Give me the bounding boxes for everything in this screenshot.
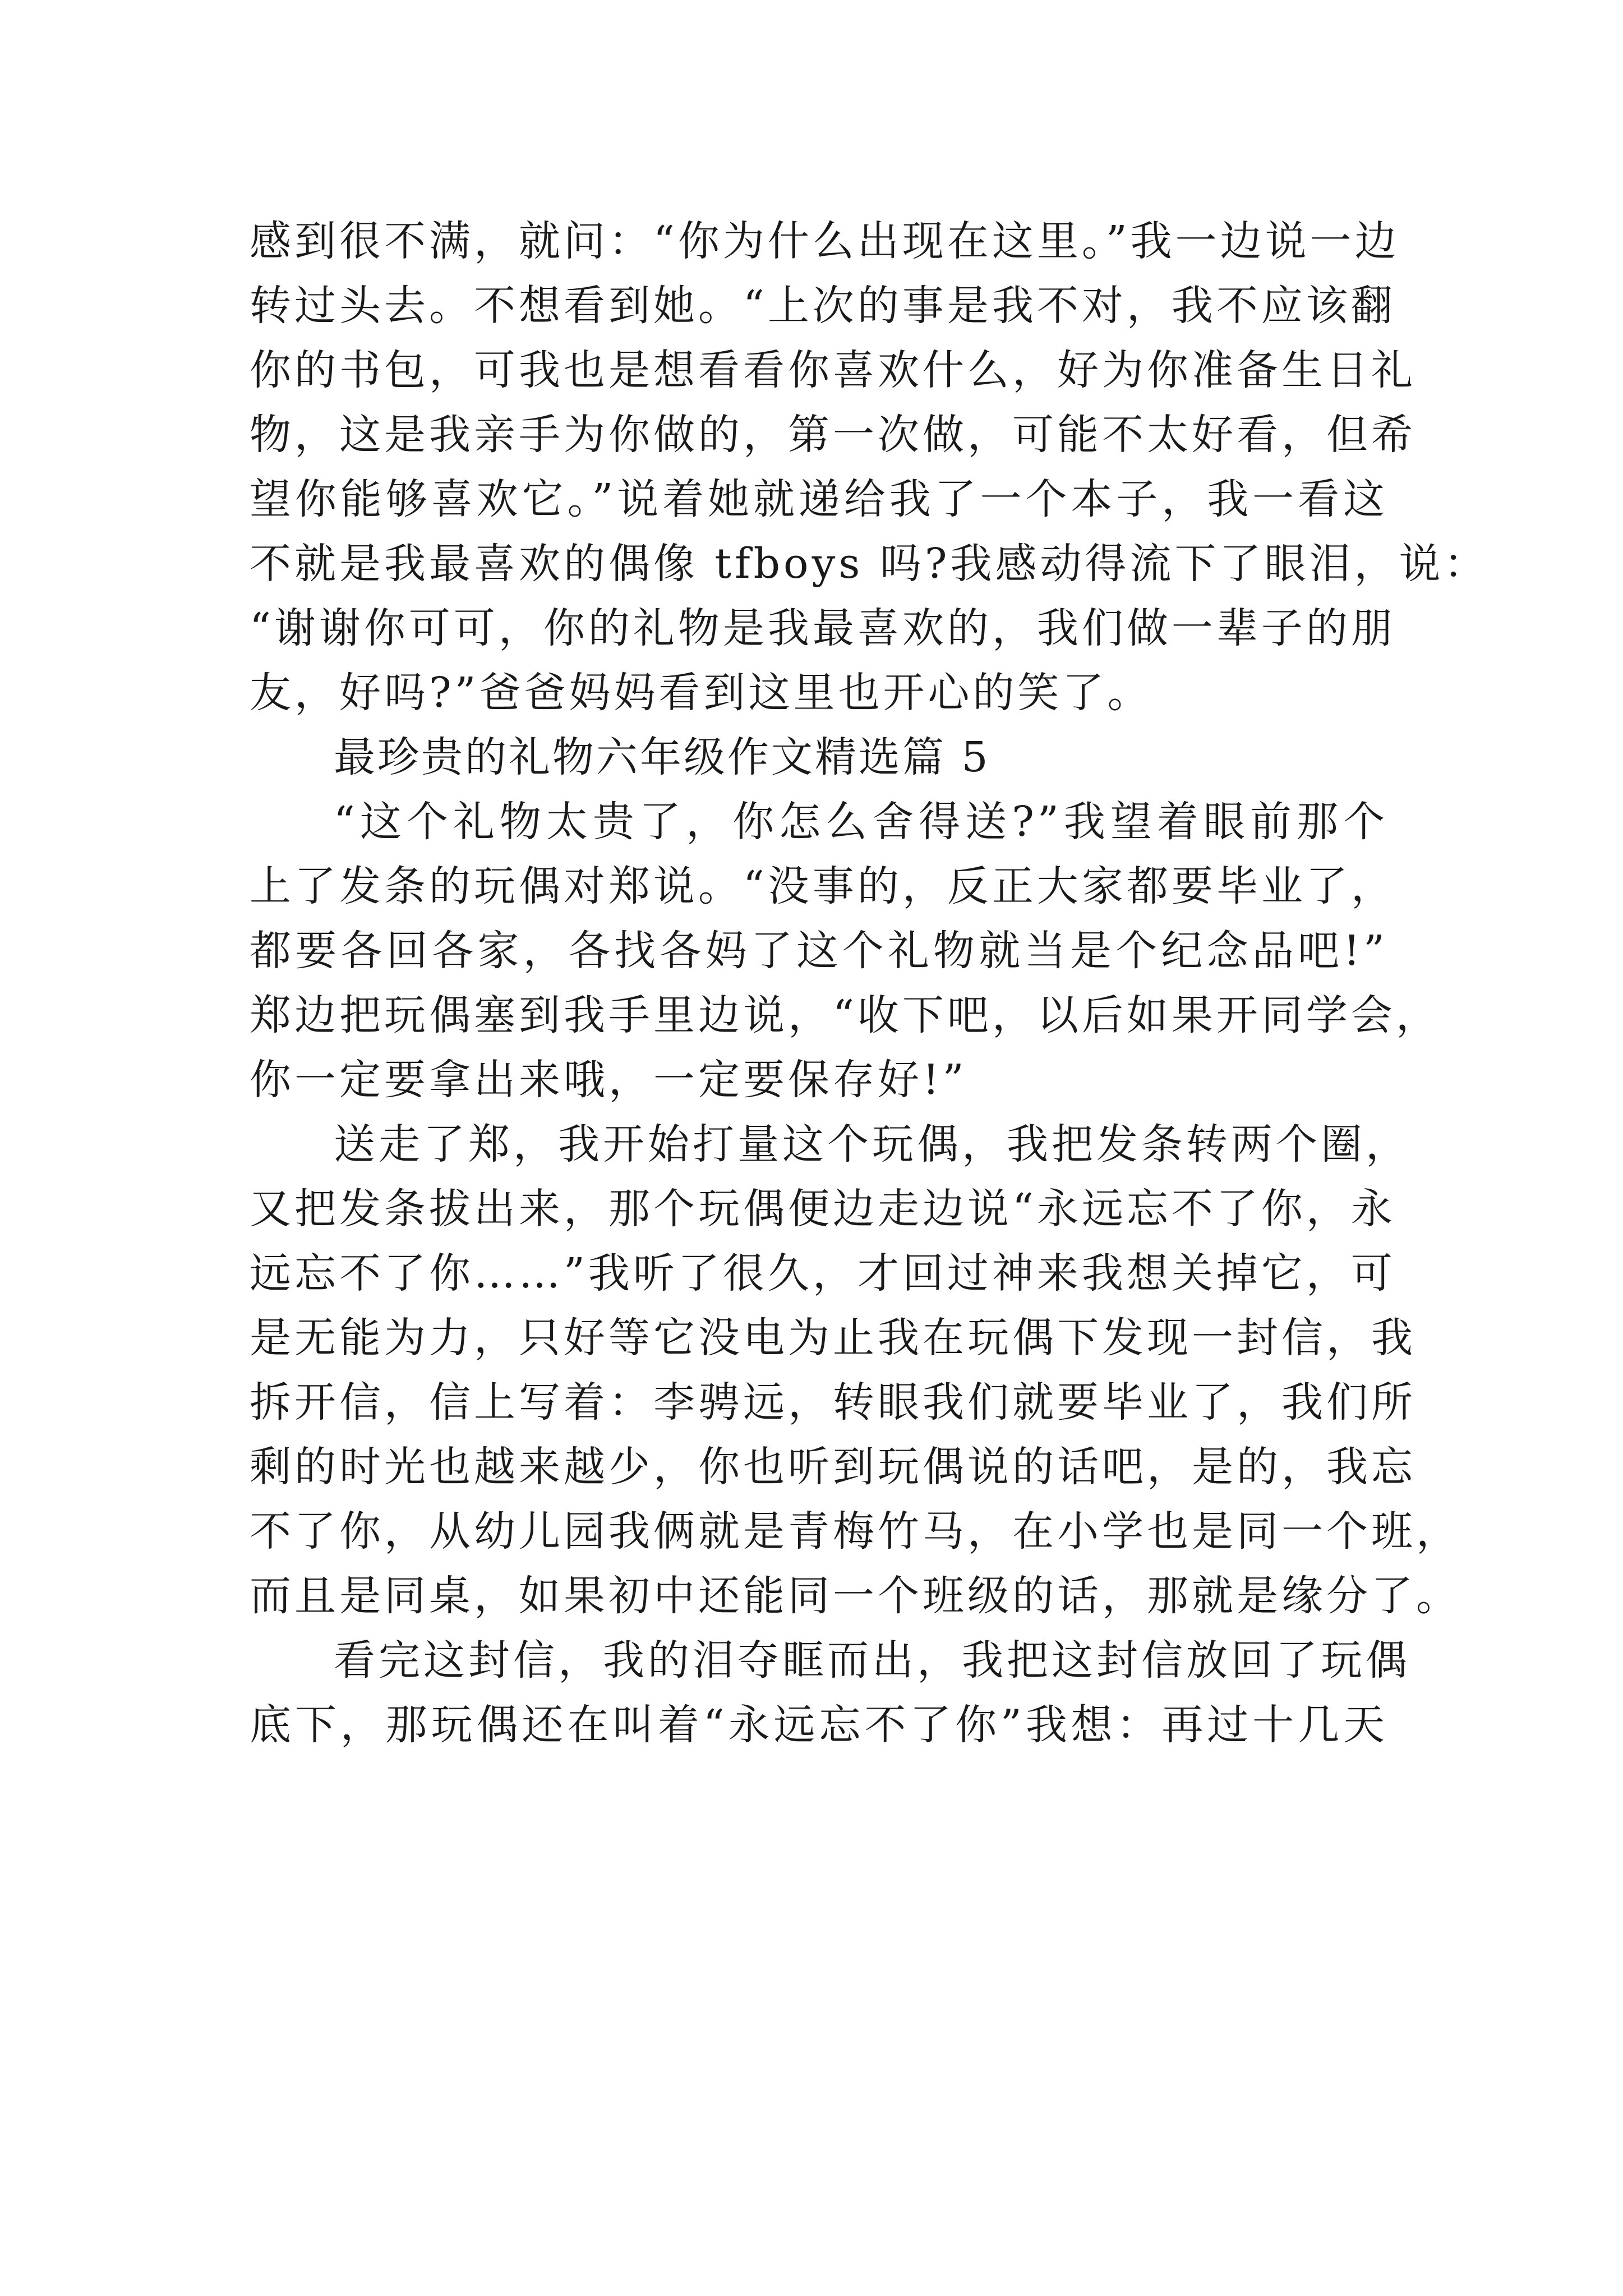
text-line: 而且是同桌，如果初中还能同一个班级的话，那就是缘分了。	[250, 1572, 1461, 1620]
text-line: 上了发条的玩偶对郑说。“没事的，反正大家都要毕业了，	[250, 862, 1396, 910]
text-line: 又把发条拔出来，那个玩偶便边走边说“永远忘不了你，永	[250, 1185, 1396, 1233]
section-heading: 最珍贵的礼物六年级作文精选篇 5	[334, 733, 990, 781]
text-line: 是无能为力，只好等它没电为止我在玩偶下发现一封信，我	[250, 1314, 1416, 1362]
text-line: 拆开信，信上写着：李骋远，转眼我们就要毕业了，我们所	[250, 1378, 1416, 1427]
body-text	[250, 209, 1489, 1757]
text-line: 远忘不了你……”我听了很久，才回过神来我想关掉它，可	[250, 1249, 1396, 1297]
text-line: 物，这是我亲手为你做的，第一次做，可能不太好看，但希	[250, 411, 1416, 459]
text-line: 感到很不满，就问：“你为什么出现在这里。”我一边说一边	[250, 217, 1400, 265]
text-line: 郑边把玩偶塞到我手里边说，“收下吧，以后如果开同学会，	[250, 991, 1441, 1039]
text-line: 友，好吗?”爸爸妈妈看到这里也开心的笑了。	[250, 669, 1152, 717]
text-line: 不了你，从幼儿园我俩就是青梅竹马，在小学也是同一个班，	[250, 1507, 1461, 1556]
text-line: 望你能够喜欢它。”说着她就递给我了一个本子，我一看这	[250, 475, 1388, 523]
text-line: 转过头去。不想看到她。“上次的事是我不对，我不应该翻	[250, 282, 1396, 330]
text-line: 你的书包，可我也是想看看你喜欢什么，好为你准备生日礼	[250, 346, 1416, 394]
text-line: 剩的时光也越来越少，你也听到玩偶说的话吧，是的，我忘	[250, 1443, 1416, 1491]
paragraph-first-line: 送走了郑，我开始打量这个玩偶，我把发条转两个圈，	[334, 1120, 1410, 1168]
text-line: 底下，那玩偶还在叫着“永远忘不了你”我想：再过十几天	[250, 1701, 1388, 1749]
text-line: 不就是我最喜欢的偶像 tfboys 吗?我感动得流下了眼泪，说：	[250, 540, 1489, 588]
text-line: “谢谢你可可，你的礼物是我最喜欢的，我们做一辈子的朋	[250, 604, 1396, 652]
paragraph-first-line: “这个礼物太贵了，你怎么舍得送?”我望着眼前那个	[334, 798, 1388, 846]
text-line: 你一定要拿出来哦，一定要保存好!”	[250, 1056, 967, 1104]
text-line: 都要各回各家，各找各妈了这个礼物就当是个纪念品吧!”	[250, 927, 1388, 975]
paragraph-first-line: 看完这封信，我的泪夺眶而出，我把这封信放回了玩偶	[334, 1636, 1410, 1685]
